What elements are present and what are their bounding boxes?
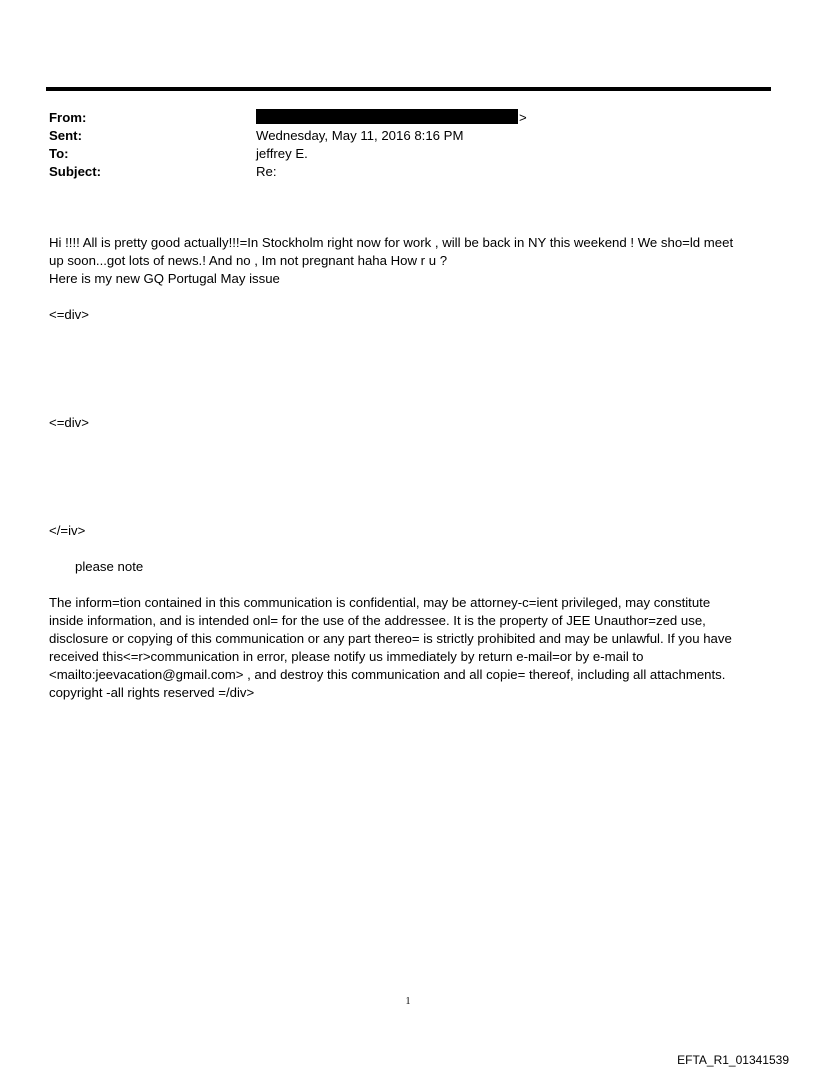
redaction-block <box>256 109 518 124</box>
sent-value: Wednesday, May 11, 2016 8:16 PM <box>256 128 464 143</box>
to-value: jeffrey E. <box>256 146 308 161</box>
disclaimer-line-2: inside information, and is intended onl= for the use of the addressee. It is the property of JEE Unauthor=zed use, <box>49 613 706 628</box>
subject-label: Subject: <box>49 164 102 179</box>
to-row <box>49 145 769 163</box>
to-label: To: <box>49 146 69 161</box>
disclaimer-line-5: <mailto:jeevacation@gmail.com> , and destroy this communication and all copie= thereof, including all attachments. <box>49 667 726 682</box>
div-open-tag-2: <=div> <box>49 415 89 430</box>
body-line-2: up soon...got lots of news.! And no , Im not pregnant haha How r u ? <box>49 253 448 268</box>
bates-number: EFTA_R1_01341539 <box>677 1053 789 1067</box>
email-body <box>49 234 774 702</box>
from-value <box>256 109 527 127</box>
email-header <box>49 109 769 181</box>
from-row <box>49 109 769 127</box>
please-note: please note <box>75 559 144 574</box>
body-line-3: Here is my new GQ Portugal May issue <box>49 271 280 286</box>
disclaimer-line-3: disclosure or copying of this communication or any part thereo= is strictly prohibited and may be unlawful. If you have <box>49 631 732 646</box>
header-rule <box>46 87 771 91</box>
page-number: 1 <box>405 996 411 1007</box>
sent-label: Sent: <box>49 128 82 143</box>
div-close-tag: </=iv> <box>49 523 86 538</box>
div-open-tag-1: <=div> <box>49 307 89 322</box>
disclaimer-line-6: copyright -all rights reserved =/div> <box>49 685 255 700</box>
disclaimer-line-4: received this<=r>communication in error, please notify us immediately by return e-mail=or by e-mail to <box>49 649 644 664</box>
body-line-1: Hi !!!! All is pretty good actually!!!=In Stockholm right now for work , will be back in NY this weekend ! We sho=ld meet <box>49 235 734 250</box>
disclaimer-line-1: The inform=tion contained in this communication is confidential, may be attorney-c=ient privileged, may constitute <box>49 595 711 610</box>
from-value-suffix: > <box>519 110 527 125</box>
from-label: From: <box>49 110 87 125</box>
subject-value: Re: <box>256 164 277 179</box>
sent-row <box>49 127 769 145</box>
subject-row <box>49 163 769 181</box>
